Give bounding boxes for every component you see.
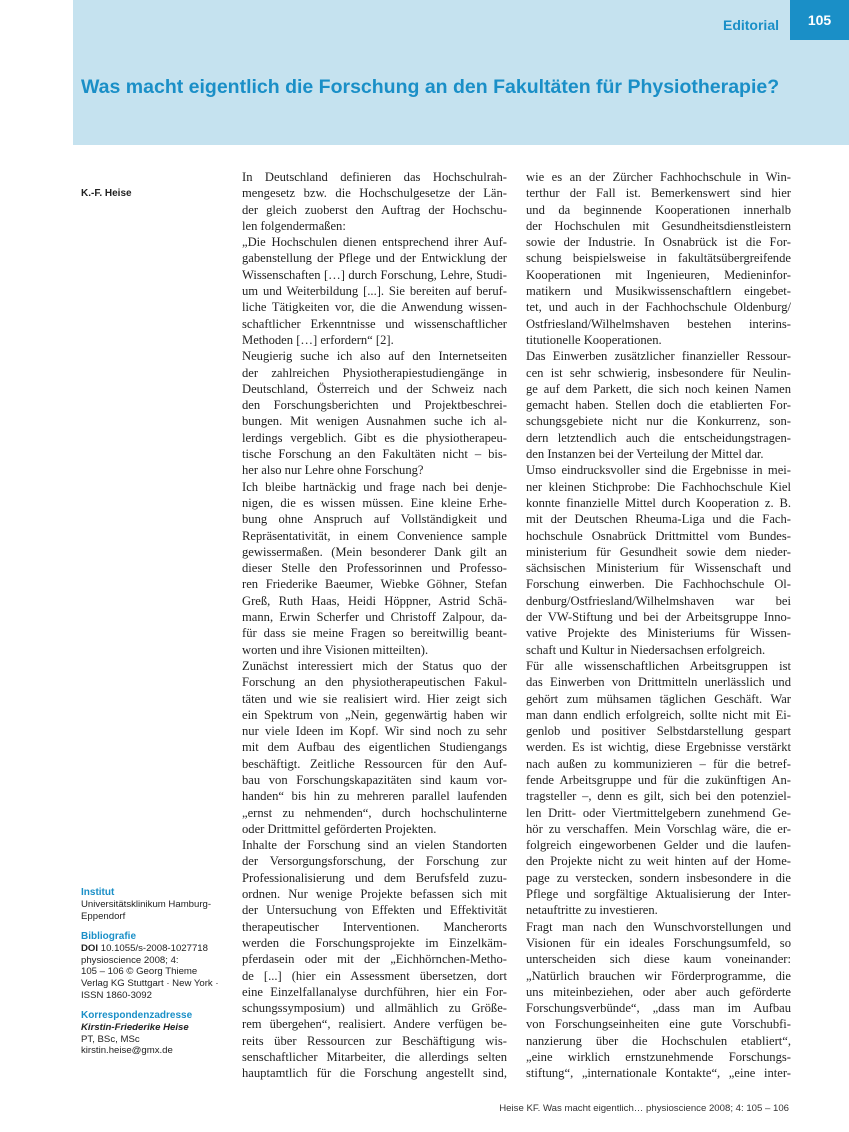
body-text-line: handen“ bis hin zu mehreren parallel laufenden xyxy=(242,789,507,804)
body-text-line: beschäftigt. Zeitliche Ressourcen für den Auf- xyxy=(242,756,507,771)
body-text-line: de [...] (hier ein Assessment übersetzen, dort xyxy=(242,968,507,983)
body-text-line: stiftung“, „internationale Kontakte“, „eine inter- xyxy=(526,1066,791,1081)
body-column-right xyxy=(526,169,791,1082)
body-text-line: Forschungsverbünde“, „dass man im Aufbau xyxy=(526,1001,791,1016)
body-text-line: bau von Forschungskapazitäten sind kaum vor- xyxy=(242,772,507,787)
body-text-line: Methoden […] erfordern“ [2]. xyxy=(242,332,394,347)
body-text-line: für dass sie meine Fragen so bereitwillig beant- xyxy=(242,626,507,641)
running-section-label: Editorial xyxy=(722,17,779,33)
body-text-line: schungsgebiete nicht nur die Konkurrenz, son- xyxy=(526,414,791,429)
author-name: K.-F. Heise xyxy=(81,188,132,199)
body-text-line: Greß, Ruth Haas, Heidi Höppner, Astrid Schä- xyxy=(242,593,507,608)
bib-line: 105 – 106 © Georg Thieme xyxy=(81,966,198,978)
body-text-line: konnte finanzielle Mittel durch Kooperation z. B. xyxy=(526,495,791,510)
body-text-line: hauptamtlich für die Forschung angestellt sind, xyxy=(242,1066,507,1081)
doi-label: DOI xyxy=(81,943,99,955)
body-text-line: schung beispielsweise in fakultätsübergreifende xyxy=(526,251,791,266)
body-text-line: nur viele Ideen im Kopf. Wir sind noch zu sehr xyxy=(242,724,507,739)
email-link[interactable]: kirstin.heise@gmx.de xyxy=(81,1045,173,1057)
body-text-line: Repräsentativität, in einem Convenience sample xyxy=(242,528,507,543)
body-text-line: ge auf dem Parkett, die sich noch keinen Namen xyxy=(526,381,791,396)
body-text-line: der VW-Stiftung und bei der Arbeitsgruppe Inno- xyxy=(526,610,791,625)
body-text-line: „Die Hochschulen dienen entsprechend ihrer Auf- xyxy=(242,235,507,250)
body-text-line: „Natürlich brauchen wir Förderprogramme, die xyxy=(526,968,791,983)
body-text-line: hör zu verschaffen. Mein Vorschlag wäre, die er- xyxy=(526,821,791,836)
bibliografie-block xyxy=(81,930,231,1001)
body-text-line: gehört zum mühsamen täglichen Geschäft. War xyxy=(526,691,791,706)
body-text-line: ministerium für Gesundheit sowie dem nieder- xyxy=(526,544,791,559)
body-text-line: der Versorgungsforschung, der Forschung zur xyxy=(242,854,507,869)
body-text-line: bung ohne Anspruch auf Vollständigkeit und xyxy=(242,512,507,527)
body-text-line: titutionelle Kooperationen. xyxy=(526,332,662,347)
body-text-line: oder Drittmittel geförderten Projekten. xyxy=(242,821,437,836)
body-text-line: Für alle wissenschaftlichen Arbeitsgruppen ist xyxy=(526,658,791,673)
body-text-line: ner kleinen Stichprobe: Die Fachhochschule Kiel xyxy=(526,479,791,494)
body-text-line: eine Einzelfallanalyse durchführen, hier ein For- xyxy=(242,984,507,999)
page-number: 105 xyxy=(790,0,849,40)
body-text-line: sowie der Industrie. In Osnabrück ist die For- xyxy=(526,235,791,250)
body-text-line: ren Friederike Baeumer, Wiebke Göhner, Stefan xyxy=(242,577,507,592)
article-title: Was macht eigentlich die Forschung an den Fakultäten für Physiotherapie? xyxy=(81,76,780,98)
body-text-line: tet, und auch in der Fachhochschule Oldenburg/ xyxy=(526,300,791,315)
body-text-line: worten und ihre Visionen mitteilten). xyxy=(242,642,429,657)
body-text-line: In Deutschland definieren das Hochschulrah- xyxy=(242,170,507,184)
body-text-line: ein Spektrum von „Nein, gegenwärtig haben wir xyxy=(242,707,507,722)
article-info-sidebar xyxy=(81,886,231,1065)
body-text-line: gemacht haben. Stellen doch die etablierten For- xyxy=(526,398,791,413)
body-text-line: Forschung einwerben. Die Fachhochschule Ol- xyxy=(526,577,791,592)
body-text-line: dern letztendlich auch die entscheidungstragen- xyxy=(526,430,791,445)
body-text-line: und da beginnende Kooperationen innerhalb xyxy=(526,202,791,217)
body-text-line: schaft und Kultur in Niedersachsen erfolgreich. xyxy=(526,642,766,657)
body-text-line: mit dem Aufbau des eigentlichen Studiengangs xyxy=(242,740,507,755)
body-text-line: vative Projekte des Ministeriums für Wissen- xyxy=(526,626,791,641)
body-text-line: Zunächst interessiert mich der Status quo der xyxy=(242,658,507,673)
body-text-line: genlob und positiver Selbstdarstellung gespart xyxy=(526,724,791,739)
korrespondenz-name: Kirstin-Friederike Heise xyxy=(81,1022,189,1034)
body-text-line: hochschule Osnabrück Drittmittel vom Bundes- xyxy=(526,528,791,543)
korrespondenz-heading: Korrespondenzadresse xyxy=(81,1010,193,1022)
body-text-line: rem übergehen“, realisiert. Andere verfügen be- xyxy=(242,1017,507,1032)
body-text-line: von Forschungseinheiten eine gute Vorschubfi- xyxy=(526,1017,791,1032)
body-text-line: um und Weiterbildung [...]. Sie bereiten auf beruf- xyxy=(242,284,507,299)
body-text-line: denburg/Ostfriesland/Wilhelmshaven war bei xyxy=(526,593,791,608)
institut-heading: Institut xyxy=(81,887,115,898)
body-text-line: „eine wirklich ernstzunehmende Forschungs- xyxy=(526,1050,791,1065)
institut-line: Universitätsklinikum Hamburg- xyxy=(81,899,212,910)
body-text-line: Ostfriesland/Wilhelmshaven bestehen interins- xyxy=(526,316,791,331)
body-text-line: nach außen zu kommunizieren – für die betref- xyxy=(526,756,791,771)
body-text-line: Das Einwerben zusätzlicher finanzieller Ressour- xyxy=(526,349,791,364)
body-text-line: dieser Stelle den Professorinnen und Professo- xyxy=(242,561,507,576)
body-text-line: page zu verstecken, sondern insbesondere in die xyxy=(526,870,791,885)
korrespondenz-block xyxy=(81,1009,231,1057)
body-text-line: Pflege und sorgfältige Aktualisierung der Inter- xyxy=(526,887,791,902)
body-text-line: mengesetz bzw. die Hochschulgesetze der Län- xyxy=(242,186,507,201)
doi-link[interactable]: 10.1055/s-2008-1027718 xyxy=(100,943,208,955)
body-text-line: Umso eindrucksvoller sind die Ergebnisse in mei- xyxy=(526,463,791,478)
body-text-line: pferdasein oder mit der „Eichhörnchen-Metho- xyxy=(242,952,507,967)
korrespondenz-line: PT, BSc, MSc xyxy=(81,1033,140,1045)
body-text-line: Kooperationen mit Ingenieuren, Medieninfor- xyxy=(526,267,791,282)
body-text-line: Deutschland, Österreich und der Schweiz nach xyxy=(242,381,507,396)
body-text-line: liche Tätigkeiten vor, die die Anwendung wissen- xyxy=(242,300,507,315)
body-text-line: Fragt man nach den Wunschvorstellungen und xyxy=(526,919,791,934)
body-text-line: „ernst zu nehmenden“, durch hochschulinterne xyxy=(242,805,507,820)
body-text-line: uns miteinbeziehen, oder aber auch geförderte xyxy=(526,984,791,999)
body-text-line: der zahlreichen Physiotherapiestudiengänge in xyxy=(242,365,507,380)
body-text-line: mann, Erwin Scherfer und Christoff Zalpour, da- xyxy=(242,610,507,625)
body-text-line: Visionen für ein ideales Forschungsumfeld, so xyxy=(526,935,791,950)
body-text-line: das Einwerben von Drittmitteln unerlässlich und xyxy=(526,675,791,690)
body-text-line: der gleich zuoberst den Auftrag der Hochschu- xyxy=(242,202,507,217)
doi-line xyxy=(81,943,231,955)
body-text-line: den Forschungsberichten und Projektbeschrei- xyxy=(242,398,507,413)
body-text-line: lerdings vergeblich. Gibt es die physiotherapeu- xyxy=(242,430,507,445)
body-text-line: nanzierung über die Hochschulen etabliert“, xyxy=(526,1033,791,1048)
body-text-line: cen ist sehr schwierig, insbesondere für Neulin- xyxy=(526,365,791,380)
body-text-line: folgreich eingeworbenen Gelder und die laufen- xyxy=(526,838,791,853)
body-text-line: Inhalte der Forschung sind an vielen Standorten xyxy=(242,838,507,853)
body-text-line: mit der Deutschen Rheuma-Liga und die Fach- xyxy=(526,512,791,527)
body-text-line: den Projekte nicht zu weit hinten auf der Home- xyxy=(526,854,791,869)
body-text-line: matikern und Musikwissenschaftlern eingebet- xyxy=(526,284,791,299)
body-text-line: bungen. Mit wenigen Ausnahmen suche ich al- xyxy=(242,414,507,429)
body-text-line: len folgendermaßen: xyxy=(242,218,346,233)
body-text-line: werden. Es ist wichtig, diese Ergebnisse verstärkt xyxy=(526,740,791,755)
body-text-line: man dann endlich erfolgreich, sollte nicht mit Ei- xyxy=(526,707,791,722)
body-text-line: Professionalisierung und dem Berufsfeld zuzu- xyxy=(242,870,507,885)
bib-line: ISSN 1860-3092 xyxy=(81,989,152,1001)
body-text-line: tische Forschung an den Fakultäten nicht – bis- xyxy=(242,447,507,462)
body-text-line: schaftlicher Erkenntnisse und wissenschaftlicher xyxy=(242,316,507,331)
body-text-line: täten und wie sie realisiert wird. Hier zeigt sich xyxy=(242,691,507,706)
body-text-line: der Untersuchung von Effekten und Effektivität xyxy=(242,903,507,918)
body-text-line: terthur der Fall ist. Bemerkenswert sind hier xyxy=(526,186,791,201)
body-text-line: schungssymposium) und allmählich zu Größe- xyxy=(242,1001,507,1016)
body-text-line: nigen, die es wissen müssen. Eine kleine Erhe- xyxy=(242,495,507,510)
body-text-line: den Instanzen bei der Verteilung der Mittel dar. xyxy=(526,447,764,462)
footer-citation: Heise KF. Was macht eigentlich… physioscience 2008; 4: 105 – 106 xyxy=(499,1103,789,1114)
body-text-line: len Dritt- oder Viertmittelgebern zunehmend Ge- xyxy=(526,805,791,820)
bibliografie-heading: Bibliografie xyxy=(81,931,137,943)
body-text-line: Ich bleibe hartnäckig und frage nach bei denje- xyxy=(242,479,507,494)
body-text-line: netauftritte zu investieren. xyxy=(526,903,658,918)
body-text-line: senschaftlicher Mitarbeiter, die allerdings selten xyxy=(242,1050,507,1065)
body-text-line: Forschung an den physiotherapeutischen Fakul- xyxy=(242,675,507,690)
body-text-line: der Hochschulen mit Gesundheitsdienstleistern xyxy=(526,218,791,233)
body-text-line: reits über Ressourcen zur Beschäftigung wis- xyxy=(242,1033,507,1048)
body-text-line: wie es an der Zürcher Fachhochschule in Win- xyxy=(526,170,791,184)
body-text-line: Wissenschaften […] durch Forschung, Lehre, Studi- xyxy=(242,267,507,282)
body-text-line: gabenstellung der Pflege und der Entwicklung der xyxy=(242,251,507,266)
body-text-line: sächsischen Ministerium für Wissenschaft und xyxy=(526,561,791,576)
body-text-line: unterscheiden sich diese kaum voneinander: xyxy=(526,952,791,967)
body-text-line: gewissermaßen. (Mein besonderer Dank gilt an xyxy=(242,544,507,559)
body-column-left xyxy=(242,169,507,1082)
body-text-line: werden die Forschungsprojekte im Einzelkäm- xyxy=(242,935,507,950)
institut-block xyxy=(81,886,231,922)
bib-line: physioscience 2008; 4: xyxy=(81,954,179,966)
institut-line: Eppendorf xyxy=(81,910,126,922)
body-text-line: ordnen. Nur wenige Projekte befassen sich mit xyxy=(242,887,507,902)
bib-line: Verlag KG Stuttgart · New York · xyxy=(81,977,219,989)
body-text-line: therapeutischer Interventionen. Mancherorts xyxy=(242,919,507,934)
body-text-line: fende Arbeitsgruppe und für die zukünftigen An- xyxy=(526,772,791,787)
body-text-line: tragsteller –, denn es gilt, sich bei den potenziel- xyxy=(526,789,791,804)
body-text-line: Neugierig suche ich also auf den Internetseiten xyxy=(242,349,507,364)
body-text-line: her also nur Lehre ohne Forschung? xyxy=(242,463,424,478)
